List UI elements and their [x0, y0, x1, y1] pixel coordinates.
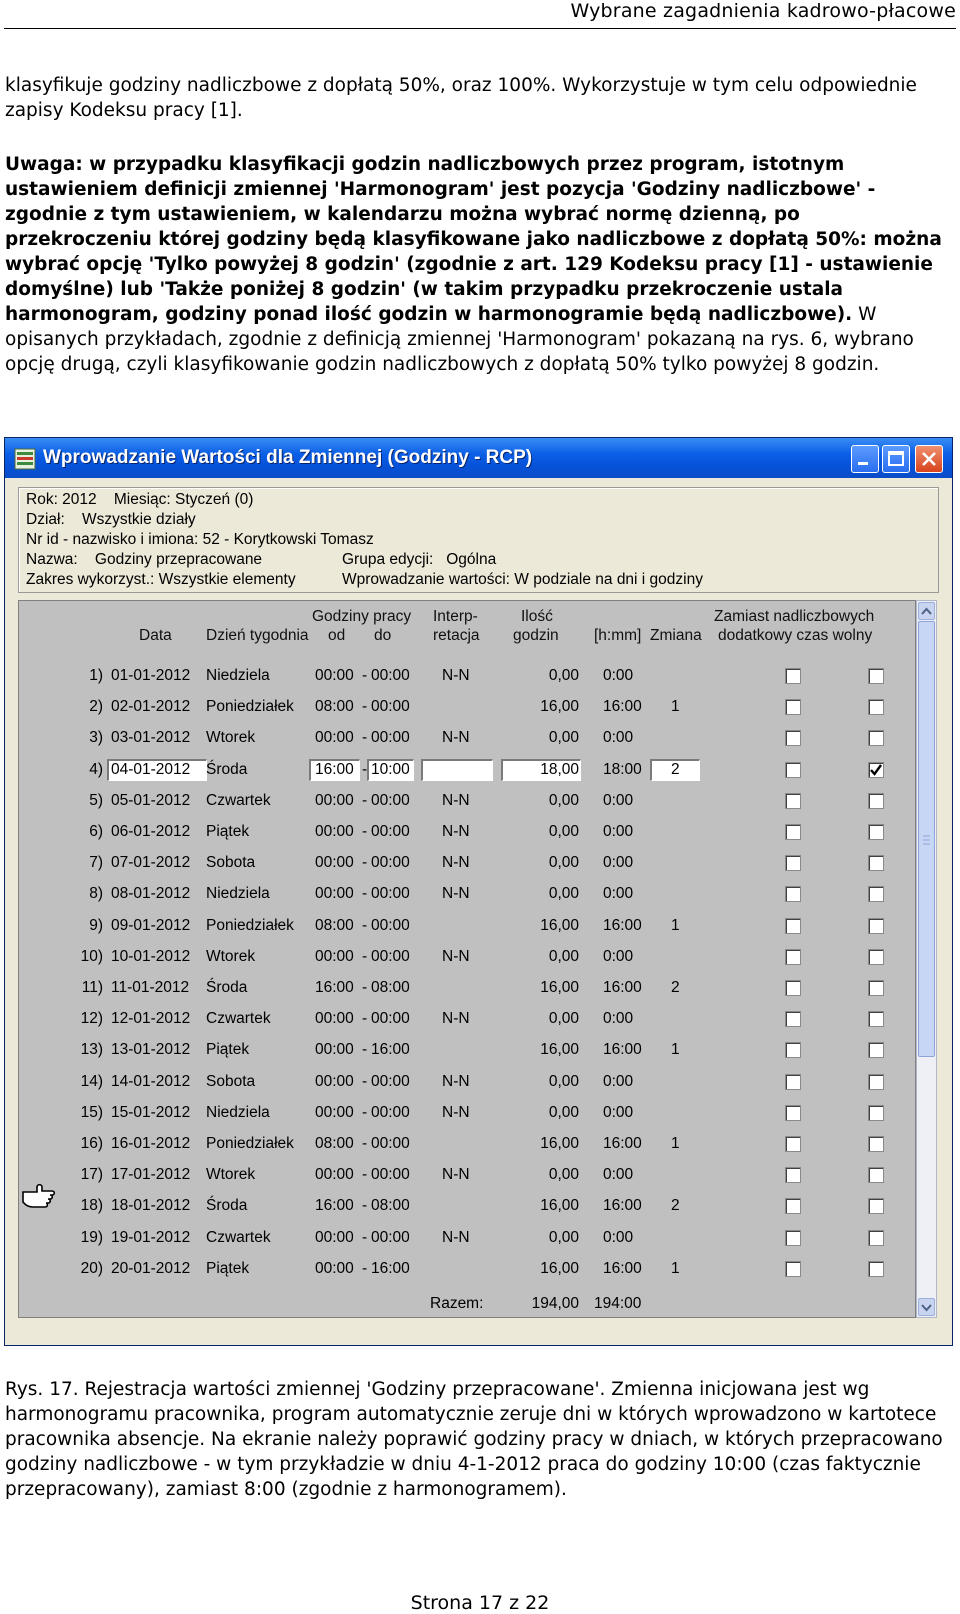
- row-dash: -: [362, 854, 368, 871]
- row-interpretation: N-N: [442, 1166, 470, 1183]
- row-amount: 16,00: [540, 1197, 579, 1214]
- row-dash: -: [362, 1135, 368, 1152]
- row-amount[interactable]: 18,00: [540, 761, 579, 778]
- row-hmm: 16:00: [603, 1041, 642, 1058]
- row-number: 16): [80, 1135, 103, 1152]
- row-shift: 1: [671, 698, 680, 715]
- row-date: 02-01-2012: [111, 698, 191, 715]
- comp-checkbox-2[interactable]: [868, 855, 884, 871]
- comp-checkbox-2[interactable]: [868, 918, 884, 934]
- row-hmm: 0:00: [603, 885, 634, 902]
- row-hmm: 16:00: [603, 698, 642, 715]
- row-from: 00:00: [315, 1104, 354, 1121]
- row-hmm: 0:00: [603, 1166, 634, 1183]
- row-date: 16-01-2012: [111, 1135, 191, 1152]
- grip-icon: [919, 622, 934, 1058]
- row-hmm: 0:00: [603, 948, 634, 965]
- row-hmm: 18:00: [603, 761, 642, 778]
- row-interpretation: N-N: [442, 1073, 470, 1090]
- row-hmm: 16:00: [603, 1260, 642, 1277]
- row-to: 16:00: [371, 1041, 410, 1058]
- row-from: 00:00: [315, 667, 354, 684]
- row-from: 00:00: [315, 1010, 354, 1027]
- row-to: 00:00: [371, 792, 410, 809]
- comp-checkbox-2[interactable]: [868, 668, 884, 684]
- header-amount-2: godzin: [513, 627, 559, 644]
- maximize-icon: [883, 446, 909, 472]
- row-hmm: 16:00: [603, 1135, 642, 1152]
- row-number: 10): [80, 948, 103, 965]
- row-amount: 16,00: [540, 917, 579, 934]
- paragraph-intro: klasyfikuje godziny nadliczbowe z dopłatą 50%, oraz 100%. Wykorzystuje w tym celu odpowiednie zapisy Kodeksu pracy [1].: [5, 75, 917, 121]
- header-amount-1: Ilość: [521, 608, 553, 625]
- note-bold-text: Uwaga: w przypadku klasyfikacji godzin nadliczbowych przez program, istotnym ustawieniem definicji zmiennej 'Harmonogram' jest pozycja 'Godziny nadliczbowe' - zgodnie z tym ustawieniem, w kalendarzu można wybrać normę dzienną, po przekroczeniu której godziny będą klasyfikowane jako nadliczbowe z dopłatą 50%: można wybrać opcję 'Tylko powyżej 8 godzin' (zgodnie z art. 129 Kodeksu pracy [1] - ustawienie domyślne) lub 'Także poniżej 8 godzin' (w takim przypadku przekroczenie ustala harmonogram, godziny ponad ilość godzin w harmonogramie będą nadliczbowe).: [5, 154, 942, 325]
- comp-checkbox-2[interactable]: [868, 699, 884, 715]
- row-weekday: Poniedziałek: [206, 1135, 294, 1152]
- row-date: 01-01-2012: [111, 667, 191, 684]
- chevron-down-icon: [919, 1299, 934, 1315]
- info-year-month: Rok: 2012 Miesiąc: Styczeń (0): [26, 491, 254, 508]
- comp-checkbox-2[interactable]: [868, 1105, 884, 1121]
- row-hmm: 0:00: [603, 1104, 634, 1121]
- row-dash: -: [362, 1104, 368, 1121]
- row-from: 00:00: [315, 1229, 354, 1246]
- comp-checkbox-2[interactable]: [868, 762, 884, 778]
- row-number: 4): [89, 761, 103, 778]
- row-interpretation: N-N: [442, 792, 470, 809]
- row-amount: 0,00: [548, 948, 579, 965]
- info-employee: Nr id - nazwisko i imiona: 52 - Korytkowski Tomasz: [26, 531, 374, 548]
- row-date: 17-01-2012: [111, 1166, 191, 1183]
- scroll-down-button[interactable]: [918, 1298, 935, 1316]
- header-interp-1: Interp-: [433, 608, 478, 625]
- paragraph-note: [5, 152, 950, 377]
- title-bar[interactable]: [5, 438, 952, 478]
- comp-checkbox-2[interactable]: [868, 949, 884, 965]
- row-dash: -: [362, 948, 368, 965]
- row-weekday: Środa: [206, 1197, 248, 1214]
- comp-checkbox-1[interactable]: [785, 1230, 801, 1246]
- row-number: 15): [80, 1104, 103, 1121]
- header-comp-time-2: dodatkowy czas wolny: [718, 627, 873, 644]
- totals-amount: 194,00: [531, 1295, 579, 1312]
- header-to: do: [374, 627, 392, 644]
- row-date: 12-01-2012: [111, 1010, 191, 1027]
- row-shift: 2: [671, 1197, 680, 1214]
- row-amount: 0,00: [548, 1166, 579, 1183]
- page-footer: Strona 17 z 22: [410, 1592, 550, 1614]
- row-number: 9): [89, 917, 103, 934]
- row-weekday: Czwartek: [206, 1229, 271, 1246]
- row-dash: -: [362, 979, 368, 996]
- info-entry-mode: Wprowadzanie wartości: W podziale na dni i godziny: [342, 571, 703, 588]
- info-scope: Zakres wykorzyst.: Wszystkie elementy: [26, 571, 296, 588]
- row-to: 00:00: [371, 1229, 410, 1246]
- row-shift: 1: [671, 917, 680, 934]
- row-date: 07-01-2012: [111, 854, 191, 871]
- comp-checkbox-2[interactable]: [868, 1042, 884, 1058]
- comp-checkbox-1[interactable]: [785, 668, 801, 684]
- pointer-hand-icon: [21, 1179, 57, 1211]
- row-to: 00:00: [371, 823, 410, 840]
- row-from: 00:00: [315, 885, 354, 902]
- row-number: 12): [80, 1010, 103, 1027]
- row-from: 00:00: [315, 948, 354, 965]
- checkmark-icon: [869, 763, 883, 777]
- comp-checkbox-1[interactable]: [785, 1074, 801, 1090]
- row-dash: -: [362, 729, 368, 746]
- row-from: 08:00: [315, 917, 354, 934]
- row-dash: -: [362, 1041, 368, 1058]
- comp-checkbox-1[interactable]: [785, 699, 801, 715]
- totals-label: Razem:: [430, 1295, 484, 1312]
- row-hmm: 0:00: [603, 1229, 634, 1246]
- row-to: 00:00: [371, 1073, 410, 1090]
- comp-checkbox-1[interactable]: [785, 762, 801, 778]
- row-amount: 16,00: [540, 1041, 579, 1058]
- row-amount: 0,00: [548, 1104, 579, 1121]
- row-number: 5): [89, 792, 103, 809]
- row-number: 13): [80, 1041, 103, 1058]
- comp-checkbox-2[interactable]: [868, 1198, 884, 1214]
- row-to: 00:00: [371, 917, 410, 934]
- row-to: 16:00: [371, 1260, 410, 1277]
- row-date: 14-01-2012: [111, 1073, 191, 1090]
- row-interpretation: N-N: [442, 854, 470, 871]
- row-to: 00:00: [371, 854, 410, 871]
- row-date[interactable]: 04-01-2012: [111, 761, 191, 778]
- row-amount: 0,00: [548, 1073, 579, 1090]
- row-amount: 16,00: [540, 1260, 579, 1277]
- row-weekday: Sobota: [206, 854, 256, 871]
- row-number: 8): [89, 885, 103, 902]
- row-to: 00:00: [371, 885, 410, 902]
- header-from: od: [328, 627, 346, 644]
- row-to: 00:00: [371, 667, 410, 684]
- comp-checkbox-2[interactable]: [868, 1136, 884, 1152]
- row-from[interactable]: 16:00: [315, 761, 354, 778]
- row-number: 6): [89, 823, 103, 840]
- header-day: Dzień tygodnia: [206, 627, 309, 644]
- row-from: 08:00: [315, 698, 354, 715]
- row-number: 19): [80, 1229, 103, 1246]
- row-weekday: Piątek: [206, 823, 250, 840]
- totals-hmm: 194:00: [594, 1295, 642, 1312]
- row-date: 08-01-2012: [111, 885, 191, 902]
- chevron-up-icon: [919, 603, 934, 619]
- row-hmm: 0:00: [603, 729, 634, 746]
- header-shift: Zmiana: [650, 627, 702, 644]
- window-title: Wprowadzanie Wartości dla Zmiennej (Godziny - RCP): [43, 447, 533, 468]
- row-hmm: 0:00: [603, 823, 634, 840]
- comp-checkbox-1[interactable]: [785, 918, 801, 934]
- vertical-scrollbar[interactable]: [916, 600, 937, 1318]
- row-amount: 0,00: [548, 823, 579, 840]
- row-weekday: Piątek: [206, 1260, 250, 1277]
- row-dash: -: [362, 667, 368, 684]
- row-from: 16:00: [315, 979, 354, 996]
- row-amount: 0,00: [548, 885, 579, 902]
- row-shift: 1: [671, 1135, 680, 1152]
- row-hmm: 0:00: [603, 854, 634, 871]
- row-number: 1): [89, 667, 103, 684]
- row-from: 00:00: [315, 729, 354, 746]
- row-interpretation: N-N: [442, 948, 470, 965]
- row-amount: 0,00: [548, 854, 579, 871]
- row-shift: 1: [671, 1041, 680, 1058]
- row-number: 14): [80, 1073, 103, 1090]
- row-interpretation: N-N: [442, 729, 470, 746]
- row-dash: -: [362, 792, 368, 809]
- row-to: 00:00: [371, 698, 410, 715]
- row-number: 17): [80, 1166, 103, 1183]
- row-amount: 0,00: [548, 729, 579, 746]
- row-date: 10-01-2012: [111, 948, 191, 965]
- row-number: 18): [80, 1197, 103, 1214]
- row-from: 16:00: [315, 1197, 354, 1214]
- row-to[interactable]: 10:00: [371, 761, 410, 778]
- row-shift: 1: [671, 1260, 680, 1277]
- comp-checkbox-1[interactable]: [785, 1261, 801, 1277]
- row-to: 08:00: [371, 979, 410, 996]
- running-header: Wybrane zagadnienia kadrowo-płacowe: [570, 0, 956, 22]
- info-variable-name: Nazwa: Godziny przepracowane: [26, 551, 263, 568]
- scroll-thumb[interactable]: [918, 621, 935, 1057]
- row-to: 08:00: [371, 1197, 410, 1214]
- comp-checkbox-2[interactable]: [868, 793, 884, 809]
- minimize-button[interactable]: [851, 445, 879, 473]
- row-dash: -: [362, 1197, 368, 1214]
- row-from: 00:00: [315, 792, 354, 809]
- row-from: 00:00: [315, 1166, 354, 1183]
- row-amount: 16,00: [540, 1135, 579, 1152]
- row-weekday: Środa: [206, 979, 248, 996]
- dialog-window: [4, 437, 953, 1346]
- comp-checkbox-2[interactable]: [868, 1230, 884, 1246]
- row-weekday: Wtorek: [206, 1166, 256, 1183]
- row-date: 09-01-2012: [111, 917, 191, 934]
- comp-checkbox-1[interactable]: [785, 980, 801, 996]
- row-number: 7): [89, 854, 103, 871]
- row-date: 15-01-2012: [111, 1104, 191, 1121]
- info-panel: [18, 487, 939, 593]
- interpretation-input[interactable]: [421, 759, 493, 781]
- row-amount: 16,00: [540, 979, 579, 996]
- row-interpretation: N-N: [442, 667, 470, 684]
- row-number: 3): [89, 729, 103, 746]
- comp-checkbox-2[interactable]: [868, 1074, 884, 1090]
- row-amount: 16,00: [540, 698, 579, 715]
- row-dash: -: [362, 761, 368, 778]
- row-weekday: Środa: [206, 761, 248, 778]
- row-interpretation: N-N: [442, 1229, 470, 1246]
- scroll-up-button[interactable]: [918, 602, 935, 620]
- row-dash: -: [362, 1166, 368, 1183]
- row-dash: -: [362, 823, 368, 840]
- comp-checkbox-1[interactable]: [785, 824, 801, 840]
- row-hmm: 16:00: [603, 1197, 642, 1214]
- row-from: 00:00: [315, 854, 354, 871]
- row-date: 19-01-2012: [111, 1229, 191, 1246]
- row-to: 00:00: [371, 1104, 410, 1121]
- row-weekday: Sobota: [206, 1073, 256, 1090]
- header-data: Data: [139, 627, 172, 644]
- row-weekday: Czwartek: [206, 792, 271, 809]
- row-date: 03-01-2012: [111, 729, 191, 746]
- row-amount: 0,00: [548, 667, 579, 684]
- minimize-icon: [852, 446, 878, 472]
- row-interpretation: N-N: [442, 885, 470, 902]
- row-date: 11-01-2012: [111, 979, 190, 996]
- row-dash: -: [362, 1010, 368, 1027]
- comp-checkbox-1[interactable]: [785, 886, 801, 902]
- row-hmm: 0:00: [603, 667, 634, 684]
- row-from: 00:00: [315, 1073, 354, 1090]
- comp-checkbox-2[interactable]: [868, 1011, 884, 1027]
- row-from: 00:00: [315, 823, 354, 840]
- row-dash: -: [362, 885, 368, 902]
- comp-checkbox-1[interactable]: [785, 1011, 801, 1027]
- row-from: 00:00: [315, 1041, 354, 1058]
- row-weekday: Poniedziałek: [206, 698, 294, 715]
- row-to: 00:00: [371, 1010, 410, 1027]
- row-date: 13-01-2012: [111, 1041, 191, 1058]
- row-weekday: Niedziela: [206, 885, 270, 902]
- row-date: 06-01-2012: [111, 823, 191, 840]
- row-hmm: 0:00: [603, 1073, 634, 1090]
- values-grid: [18, 600, 916, 1318]
- row-weekday: Niedziela: [206, 1104, 270, 1121]
- comp-checkbox-2[interactable]: [868, 824, 884, 840]
- row-number: 11): [81, 979, 103, 996]
- row-interpretation: N-N: [442, 1010, 470, 1027]
- row-amount: 0,00: [548, 1229, 579, 1246]
- maximize-button[interactable]: [882, 445, 910, 473]
- comp-checkbox-1[interactable]: [785, 730, 801, 746]
- row-shift[interactable]: 2: [671, 761, 680, 778]
- row-to: 00:00: [371, 1135, 410, 1152]
- row-dash: -: [362, 698, 368, 715]
- comp-checkbox-2[interactable]: [868, 1261, 884, 1277]
- row-amount: 0,00: [548, 1010, 579, 1027]
- row-dash: -: [362, 1260, 368, 1277]
- app-icon: [14, 448, 36, 470]
- row-weekday: Poniedziałek: [206, 917, 294, 934]
- row-dash: -: [362, 917, 368, 934]
- row-dash: -: [362, 1073, 368, 1090]
- header-hmm: [h:mm]: [594, 627, 642, 644]
- header-work-hours: Godziny pracy: [312, 608, 412, 625]
- close-button[interactable]: [915, 445, 943, 473]
- comp-checkbox-1[interactable]: [785, 1136, 801, 1152]
- row-hmm: 16:00: [603, 917, 642, 934]
- row-weekday: Niedziela: [206, 667, 270, 684]
- row-date: 05-01-2012: [111, 792, 191, 809]
- row-to: 00:00: [371, 948, 410, 965]
- row-number: 2): [89, 698, 103, 715]
- row-amount: 0,00: [548, 792, 579, 809]
- row-date: 20-01-2012: [111, 1260, 191, 1277]
- comp-checkbox-2[interactable]: [868, 1167, 884, 1183]
- row-interpretation: N-N: [442, 823, 470, 840]
- comp-checkbox-1[interactable]: [785, 949, 801, 965]
- row-weekday: Czwartek: [206, 1010, 271, 1027]
- info-edit-group: Grupa edycji: Ogólna: [342, 551, 497, 568]
- comp-checkbox-1[interactable]: [785, 1042, 801, 1058]
- row-hmm: 0:00: [603, 1010, 634, 1027]
- row-weekday: Wtorek: [206, 729, 256, 746]
- note-normal-text: W opisanych przykładach, zgodnie z definicją zmiennej 'Harmonogram' pokazaną na rys. 6, wybrano opcję drugą, czyli klasyfikowanie godzin nadliczbowych z dopłatą 50% tylko powyżej 8 godzin.: [5, 304, 914, 375]
- comp-checkbox-1[interactable]: [785, 855, 801, 871]
- comp-checkbox-1[interactable]: [785, 1198, 801, 1214]
- row-number: 20): [80, 1260, 103, 1277]
- row-dash: -: [362, 1229, 368, 1246]
- row-weekday: Wtorek: [206, 948, 256, 965]
- row-from: 08:00: [315, 1135, 354, 1152]
- row-weekday: Piątek: [206, 1041, 250, 1058]
- row-interpretation: N-N: [442, 1104, 470, 1121]
- header-rule: [4, 28, 956, 29]
- figure-caption: Rys. 17. Rejestracja wartości zmiennej 'Godziny przepracowane'. Zmienna inicjowana jest wg harmonogramu pracownika, program automatycznie zeruje dni w których wprowadzono w kartotece pracownika absencje. Na ekranie należy poprawić godziny pracy w dniach, w których przepracowano godziny nadliczbowe - w tym przykładzie w dniu 4-1-2012 praca do godziny 10:00 (czas faktycznie przepracowany), zamiast 8:00 (zgodnie z harmonogramem).: [5, 1379, 943, 1500]
- comp-checkbox-1[interactable]: [785, 1167, 801, 1183]
- row-to: 00:00: [371, 1166, 410, 1183]
- header-comp-time-1: Zamiast nadliczbowych: [714, 608, 875, 625]
- row-to: 00:00: [371, 729, 410, 746]
- comp-checkbox-2[interactable]: [868, 730, 884, 746]
- comp-checkbox-1[interactable]: [785, 1105, 801, 1121]
- comp-checkbox-2[interactable]: [868, 980, 884, 996]
- row-shift: 2: [671, 979, 680, 996]
- header-interp-2: retacja: [433, 627, 480, 644]
- close-icon: [916, 446, 942, 472]
- info-department: Dział: Wszystkie działy: [26, 511, 196, 528]
- row-hmm: 16:00: [603, 979, 642, 996]
- row-date: 18-01-2012: [111, 1197, 191, 1214]
- row-from: 00:00: [315, 1260, 354, 1277]
- comp-checkbox-2[interactable]: [868, 886, 884, 902]
- row-hmm: 0:00: [603, 792, 634, 809]
- comp-checkbox-1[interactable]: [785, 793, 801, 809]
